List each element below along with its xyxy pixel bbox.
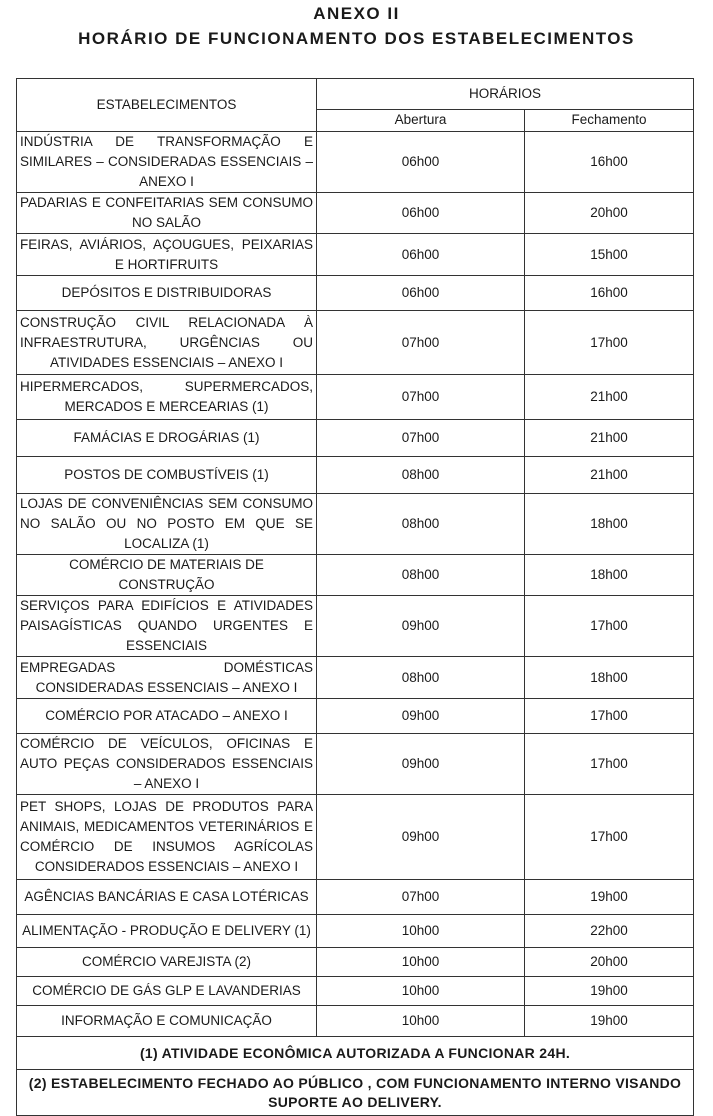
annex-title: ANEXO II [313,4,400,23]
establishment-name: ALIMENTAÇÃO - PRODUÇÃO E DELIVERY (1) [17,915,317,948]
table-row [17,375,694,420]
opening-time: 06h00 [317,193,525,234]
opening-time: 08h00 [317,555,525,596]
opening-time: 09h00 [317,596,525,657]
closing-time: 18h00 [525,555,694,596]
hours-table [16,78,694,1116]
header-open: Abertura [317,109,525,131]
opening-time: 07h00 [317,880,525,915]
opening-time: 06h00 [317,234,525,276]
table-row [17,699,694,734]
header-close: Fechamento [525,109,694,131]
establishment-name: LOJAS DE CONVENIÊNCIAS SEM CONSUMO NO SALÃO OU NO POSTO EM QUE SE LOCALIZA (1) [17,494,317,555]
establishment-name: PADARIAS E CONFEITARIAS SEM CONSUMO NO SALÃO [17,193,317,234]
table-row [17,311,694,375]
closing-time: 20h00 [525,193,694,234]
establishment-name: INFORMAÇÃO E COMUNICAÇÃO [17,1006,317,1037]
closing-time: 21h00 [525,457,694,494]
establishment-name: DEPÓSITOS E DISTRIBUIDORAS [17,276,317,311]
table-row [17,193,694,234]
opening-time: 08h00 [317,457,525,494]
footnote-1: (1) ATIVIDADE ECONÔMICA AUTORIZADA A FUNCIONAR 24H. [17,1037,694,1070]
opening-time: 06h00 [317,132,525,193]
table-row [17,132,694,193]
opening-time: 08h00 [317,494,525,555]
opening-time: 08h00 [317,657,525,699]
establishment-name: AGÊNCIAS BANCÁRIAS E CASA LOTÉRICAS [17,880,317,915]
opening-time: 07h00 [317,420,525,457]
table-row [17,420,694,457]
table-row [17,596,694,657]
closing-time: 17h00 [525,699,694,734]
opening-time: 06h00 [317,276,525,311]
table-row [17,915,694,948]
opening-time: 09h00 [317,699,525,734]
closing-time: 17h00 [525,734,694,795]
closing-time: 17h00 [525,596,694,657]
document-title: HORÁRIO DE FUNCIONAMENTO DOS ESTABELECIMENTOS [78,29,635,48]
closing-time: 20h00 [525,948,694,977]
table-row [17,734,694,795]
table-row [17,234,694,276]
header-establishments: ESTABELECIMENTOS [17,79,317,132]
closing-time: 16h00 [525,132,694,193]
closing-time: 22h00 [525,915,694,948]
establishment-name: POSTOS DE COMBUSTÍVEIS (1) [17,457,317,494]
establishment-name: INDÚSTRIA DE TRANSFORMAÇÃO E SIMILARES – CONSIDERADAS ESSENCIAIS – ANEXO I [17,132,317,193]
table-row [17,494,694,555]
establishment-name: EMPREGADAS DOMÉSTICAS CONSIDERADAS ESSENCIAIS – ANEXO I [17,657,317,699]
closing-time: 21h00 [525,375,694,420]
establishment-name: CONSTRUÇÃO CIVIL RELACIONADA À INFRAESTRUTURA, URGÊNCIAS OU ATIVIDADES ESSENCIAIS – ANEXO I [17,311,317,375]
establishment-name: COMÉRCIO DE VEÍCULOS, OFICINAS E AUTO PEÇAS CONSIDERADOS ESSENCIAIS – ANEXO I [17,734,317,795]
table-row [17,457,694,494]
table-row [17,657,694,699]
opening-time: 10h00 [317,948,525,977]
establishment-name: COMÉRCIO DE MATERIAIS DE CONSTRUÇÃO [17,555,317,596]
closing-time: 17h00 [525,795,694,880]
closing-time: 18h00 [525,657,694,699]
establishment-name: COMÉRCIO POR ATACADO – ANEXO I [17,699,317,734]
opening-time: 10h00 [317,977,525,1006]
closing-time: 15h00 [525,234,694,276]
opening-time: 07h00 [317,375,525,420]
table-row [17,276,694,311]
closing-time: 19h00 [525,880,694,915]
establishment-name: COMÉRCIO DE GÁS GLP E LAVANDERIAS [17,977,317,1006]
closing-time: 18h00 [525,494,694,555]
establishment-name: COMÉRCIO VAREJISTA (2) [17,948,317,977]
establishment-name: FEIRAS, AVIÁRIOS, AÇOUGUES, PEIXARIAS E HORTIFRUITS [17,234,317,276]
establishment-name: SERVIÇOS PARA EDIFÍCIOS E ATIVIDADES PAISAGÍSTICAS QUANDO URGENTES E ESSENCIAIS [17,596,317,657]
closing-time: 21h00 [525,420,694,457]
opening-time: 09h00 [317,795,525,880]
establishment-name: PET SHOPS, LOJAS DE PRODUTOS PARA ANIMAIS, MEDICAMENTOS VETERINÁRIOS E COMÉRCIO DE INSUMOS AGRÍCOLAS CONSIDERADOS ESSENCIAIS – ANEXO I [17,795,317,880]
opening-time: 10h00 [317,1006,525,1037]
closing-time: 19h00 [525,977,694,1006]
closing-time: 19h00 [525,1006,694,1037]
header-hours: HORÁRIOS [317,79,694,110]
opening-time: 10h00 [317,915,525,948]
table-row [17,795,694,880]
table-row [17,555,694,596]
opening-time: 09h00 [317,734,525,795]
table-row [17,880,694,915]
closing-time: 17h00 [525,311,694,375]
establishment-name: HIPERMERCADOS, SUPERMERCADOS, MERCADOS E MERCEARIAS (1) [17,375,317,420]
table-row [17,1006,694,1037]
table-row [17,977,694,1006]
establishment-name: FAMÁCIAS E DROGÁRIAS (1) [17,420,317,457]
footnote-2: (2) ESTABELECIMENTO FECHADO AO PÚBLICO , COM FUNCIONAMENTO INTERNO VISANDO SUPORTE AO DELIVERY. [17,1070,694,1116]
closing-time: 16h00 [525,276,694,311]
table-row [17,948,694,977]
opening-time: 07h00 [317,311,525,375]
